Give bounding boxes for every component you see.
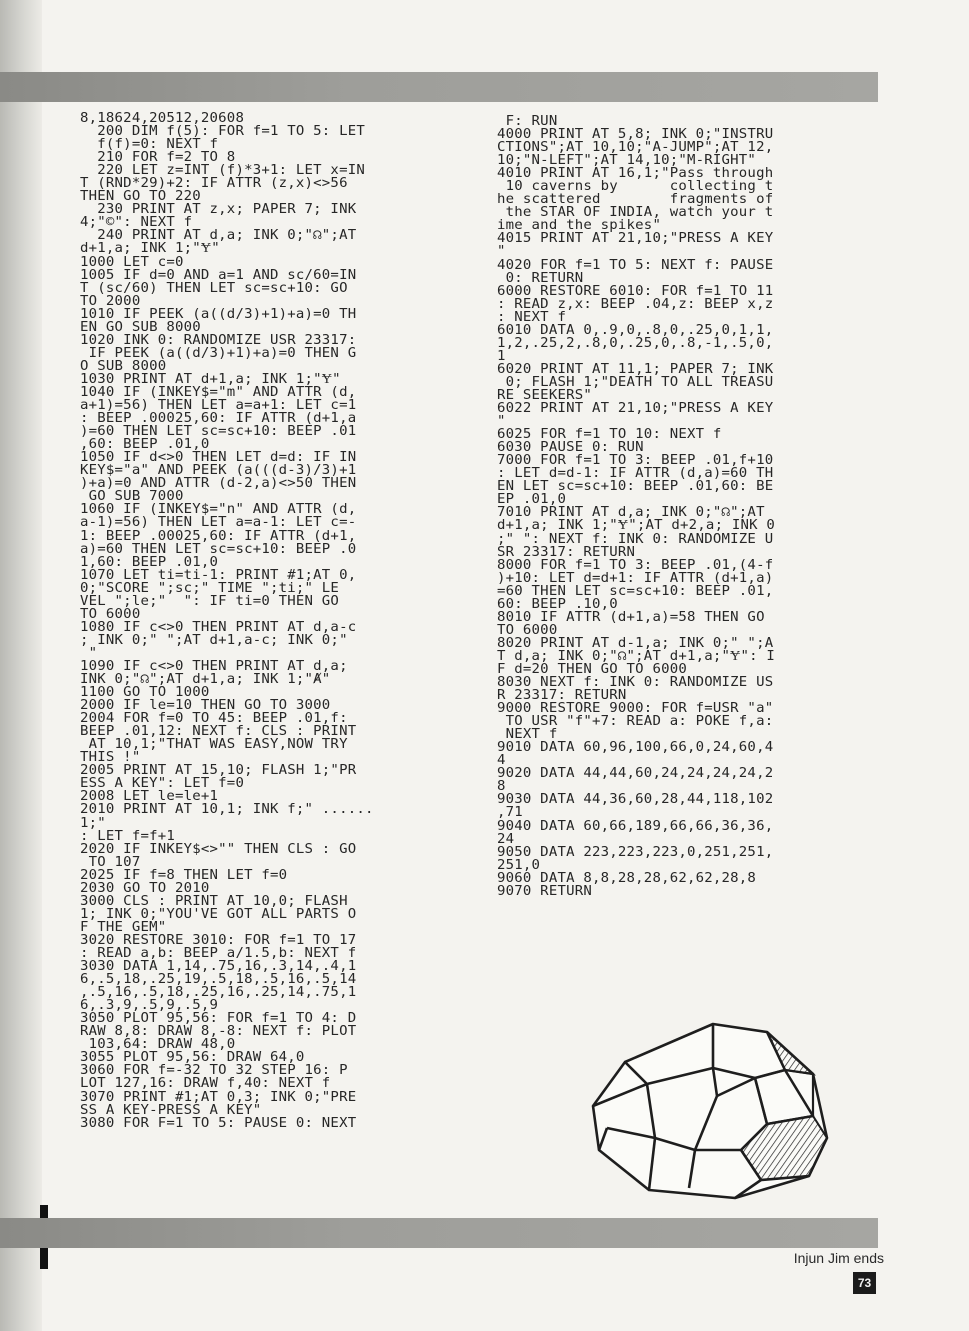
code-line: 6,.5,18,.25,19,.5,18,.5,16,.5,14 [80, 971, 357, 988]
code-line: ; INK 0;" ";AT d+1,a-c; INK 0;" [80, 631, 348, 648]
code-line: 8010 IF ATTR (d+1,a)=58 THEN GO [497, 608, 765, 625]
code-line: 1070 LET ti=ti-1: PRINT #1;AT 0, [80, 566, 357, 583]
code-line: 60: BEEP .10,0 [497, 595, 618, 612]
code-line: NEXT f [497, 726, 558, 743]
code-line: R 23317: RETURN [497, 687, 627, 704]
code-line: 9010 DATA 60,96,100,66,0,24,60,4 [497, 739, 774, 756]
code-line: 1005 IF d=0 AND a=1 AND sc/60=IN [80, 266, 357, 283]
code-line: 1020 INK 0: RANDOMIZE USR 23317: [80, 331, 357, 348]
code-line: CTIONS";AT 10,10;"A-JUMP";AT 12, [497, 139, 774, 156]
code-line: 8 [497, 778, 506, 795]
code-line: F d=20 THEN GO TO 6000 [497, 660, 687, 677]
code-line: 1060 IF (INKEY$="n" AND ATTR (d, [80, 501, 357, 518]
code-line: 3080 FOR F=1 TO 5: PAUSE 0: NEXT [80, 1114, 357, 1131]
code-line: 1040 IF (INKEY$="m" AND ATTR (d, [80, 383, 357, 400]
code-line: 220 LET z=INT (f)*3+1: LET x=IN [80, 162, 365, 179]
code-line: 8030 NEXT f: INK 0: RANDOMIZE US [497, 674, 774, 691]
code-line: ESS A KEY": LET f=0 [80, 775, 245, 792]
code-line: TO 2000 [80, 292, 141, 309]
listing-column-left [80, 112, 374, 1130]
code-line: ;" ": NEXT f: INK 0: RANDOMIZE U [497, 530, 774, 547]
code-line: INK 0;"☊";AT d+1,a; INK 1;"Ⱥ" [80, 671, 331, 688]
code-line: =60 THEN LET sc=sc+10: BEEP .01, [497, 582, 774, 599]
code-line: " [80, 644, 98, 661]
code-line: 1: BEEP .00025,60: IF ATTR (d+1, [80, 527, 357, 544]
code-line: a-1)=56) THEN LET a=a-1: LET c=- [80, 514, 357, 531]
code-line: F: RUN [497, 113, 558, 129]
code-line: 6030 PAUSE 0: RUN [497, 439, 644, 456]
code-line: EN LET sc=sc+10: BEEP .01,60: BE [497, 478, 774, 495]
code-line: T (RND*29)+2: IF ATTR (z,x)<>56 [80, 175, 348, 192]
code-line: TO USR "f"+7: READ a: POKE f,a: [497, 713, 774, 730]
code-line: the STAR OF INDIA, watch your t [497, 204, 774, 221]
footer-band [0, 1218, 878, 1248]
code-line: SR 23317: RETURN [497, 543, 636, 560]
code-line: 6020 PRINT AT 11,1; PAPER 7; INK [497, 360, 774, 377]
code-line: THEN GO TO 220 [80, 188, 201, 205]
code-line: TO 107 [80, 853, 141, 870]
code-line: 6025 FOR f=1 TO 10: NEXT f [497, 426, 722, 443]
code-line: RE SEEKERS" [497, 386, 593, 403]
code-line: 4010 PRINT AT 16,1;"Pass through [497, 165, 774, 182]
code-line: 4015 PRINT AT 21,10;"PRESS A KEY [497, 230, 774, 247]
code-line: EN GO SUB 8000 [80, 318, 201, 335]
code-line: 3060 FOR f=-32 TO 32 STEP 16: P [80, 1062, 348, 1079]
code-line: 1;" [80, 814, 106, 831]
code-line: )+10: LET d=d+1: IF ATTR (d+1,a) [497, 569, 774, 586]
code-line: 1,2,.25,2,.8,0,.25,0,.8,-1,.5,0, [497, 334, 774, 351]
code-line: : LET f=f+1 [80, 827, 176, 844]
code-line: 2008 LET le=le+1 [80, 788, 219, 805]
code-line: 4020 FOR f=1 TO 5: NEXT f: PAUSE [497, 256, 774, 273]
code-line: VEL ";le;" ": IF ti=0 THEN GO [80, 592, 340, 609]
code-line: d+1,a; INK 1;"Ɏ" [80, 240, 220, 257]
code-line: 230 PRINT AT z,x; PAPER 7; INK [80, 201, 357, 218]
code-line: IF PEEK (a((d/3)+1)+a)=0 THEN G [80, 344, 357, 361]
code-line: 4;"©": NEXT f [80, 214, 193, 231]
code-line: 0; FLASH 1;"DEATH TO ALL TREASU [497, 373, 774, 390]
code-line: 103,64: DRAW 48,0 [80, 1036, 236, 1053]
code-line: 10;"N-LEFT";AT 14,10;"M-RIGHT" [497, 152, 757, 169]
code-line: ime and the spikes" [497, 217, 662, 234]
code-line: 2005 PRINT AT 15,10; FLASH 1;"PR [80, 762, 357, 779]
page-number: 73 [853, 1272, 876, 1294]
code-line: 2004 FOR f=0 TO 45: BEEP .01,f: [80, 710, 348, 727]
code-line: O SUB 8000 [80, 357, 167, 374]
code-line: )+a)=0 AND ATTR (d-2,a)<>50 THEN [80, 475, 357, 492]
code-line: : NEXT f [497, 308, 567, 325]
code-line: 1050 IF d<>0 THEN LET d=d: IF IN [80, 449, 357, 466]
code-line: 6000 RESTORE 6010: FOR f=1 TO 11 [497, 282, 774, 299]
code-line: " [497, 243, 506, 260]
code-line: 10 caverns by collecting t [497, 178, 774, 195]
code-line: 1080 IF c<>0 THEN PRINT AT d,a-c [80, 618, 357, 635]
code-line: 8,18624,20512,20608 [80, 110, 245, 126]
code-line: F THE GEM" [80, 918, 167, 935]
code-line: 3020 RESTORE 3010: FOR f=1 TO 17 [80, 931, 357, 948]
code-line: 240 PRINT AT d,a; INK 0;"☊";AT [80, 227, 357, 244]
code-line: he scattered fragments of [497, 191, 774, 208]
code-line: ,.5,16,.5,18,.25,16,.25,14,.75,1 [80, 984, 357, 1001]
code-line: BEEP .01,12: NEXT f: CLS : PRINT [80, 723, 357, 740]
code-line: KEY$="a" AND PEEK (a(((d-3)/3)+1 [80, 462, 357, 479]
code-line: AT 10,1;"THAT WAS EASY,NOW TRY [80, 736, 348, 753]
code-line: 3055 PLOT 95,56: DRAW 64,0 [80, 1049, 305, 1066]
code-line: 9020 DATA 44,44,60,24,24,24,24,2 [497, 765, 774, 782]
code-line: 3000 CLS : PRINT AT 10,0; FLASH [80, 892, 348, 909]
code-line: )=60 THEN LET sc=sc+10: BEEP .01 [80, 423, 357, 440]
code-line: 3070 PRINT #1;AT 0,3; INK 0;"PRE [80, 1088, 357, 1105]
code-line: 1090 IF c<>0 THEN PRINT AT d,a; [80, 657, 348, 674]
code-line: 6022 PRINT AT 21,10;"PRESS A KEY [497, 400, 774, 417]
code-line: LOT 127,16: DRAW f,40: NEXT f [80, 1075, 331, 1092]
code-line: 1; INK 0;"YOU'VE GOT ALL PARTS O [80, 905, 357, 922]
code-line: a+1)=56) THEN LET a=a+1: LET c=1 [80, 397, 357, 414]
code-line: 210 FOR f=2 TO 8 [80, 149, 236, 166]
listing-column-right [497, 115, 775, 898]
code-line: EP .01,0 [497, 491, 567, 508]
code-line: 9060 DATA 8,8,28,28,62,62,28,8 [497, 869, 757, 886]
header-band [0, 72, 878, 102]
code-line: a)=60 THEN LET sc=sc+10: BEEP .0 [80, 540, 357, 557]
code-line: 4000 PRINT AT 5,8; INK 0;"INSTRU [497, 126, 774, 143]
code-line: " [497, 413, 506, 430]
code-line: 2030 GO TO 2010 [80, 879, 210, 896]
code-line: 1000 LET c=0 [80, 253, 184, 270]
code-line: 251,0 [497, 856, 541, 873]
code-line: SS A KEY-PRESS A KEY" [80, 1101, 262, 1118]
code-line: 3030 DATA 1,14,.75,16,.3,14,.4,1 [80, 958, 357, 975]
code-line: d+1,a; INK 1;"Ɏ";AT d+2,a; INK 0 [497, 517, 776, 534]
code-line: 4 [497, 752, 506, 769]
code-line: 9050 DATA 223,223,223,0,251,251, [497, 843, 774, 860]
book-spine-shadow [0, 0, 42, 1331]
code-line: 6,.3,9,.5,9,.5,9 [80, 997, 219, 1014]
code-line: 3050 PLOT 95,56: FOR f=1 TO 4: D [80, 1010, 357, 1027]
code-line: RAW 8,8: DRAW 8,-8: NEXT f: PLOT [80, 1023, 357, 1040]
code-line: TO 6000 [497, 621, 558, 638]
code-line: ,71 [497, 804, 523, 821]
chapter-caption: Injun Jim ends [793, 1250, 884, 1266]
code-line: 1100 GO TO 1000 [80, 684, 210, 701]
code-line: 1030 PRINT AT d+1,a; INK 1;"Ɏ" [80, 370, 341, 387]
code-line: 200 DIM f(5): FOR f=1 TO 5: LET [80, 123, 365, 140]
code-line: 6010 DATA 0,.9,0,.8,0,.25,0,1,1, [497, 321, 774, 338]
code-line: 7010 PRINT AT d,a; INK 0;"☊";AT [497, 504, 765, 521]
code-line: 24 [497, 830, 515, 847]
code-line: 9070 RETURN [497, 882, 593, 899]
code-line: : LET d=d-1: IF ATTR (d,a)=60 TH [497, 465, 774, 482]
code-line: 1010 IF PEEK (a((d/3)+1)+a)=0 TH [80, 305, 357, 322]
code-line: 0;"SCORE ";sc;" TIME ";ti;" LE [80, 579, 340, 596]
code-line: 2010 PRINT AT 10,1; INK f;" ...... [80, 801, 374, 818]
code-line: 2020 IF INKEY$<>"" THEN CLS : GO [80, 840, 357, 857]
code-line: T (sc/60) THEN LET sc=sc+10: GO [80, 279, 348, 296]
code-line: 9040 DATA 60,66,189,66,66,36,36, [497, 817, 774, 834]
code-line: 7000 FOR f=1 TO 3: BEEP .01,f+10 [497, 452, 774, 469]
code-line: : BEEP .00025,60: IF ATTR (d+1,a [80, 410, 357, 427]
code-line: THIS !" [80, 749, 141, 766]
code-line: 0: RETURN [497, 269, 584, 286]
code-line: TO 6000 [80, 605, 141, 622]
code-line: 8020 PRINT AT d-1,a; INK 0;" ";A [497, 634, 774, 651]
code-line: 1,60: BEEP .01,0 [80, 553, 219, 570]
code-line: ,60: BEEP .01,0 [80, 436, 210, 453]
code-line: 2000 IF le=10 THEN GO TO 3000 [80, 697, 331, 714]
code-line: 1 [497, 347, 506, 364]
code-line: f(f)=0: NEXT f [80, 136, 219, 153]
code-line: T d,a; INK 0;"☊";AT d+1,a;"Ɏ": I [497, 647, 776, 664]
faceted-gem-drawing-icon [585, 1020, 835, 1200]
code-line: 9030 DATA 44,36,60,28,44,118,102 [497, 791, 774, 808]
code-line: : READ z,x: BEEP .04,z: BEEP x,z [497, 295, 774, 312]
code-line: 9000 RESTORE 9000: FOR f=USR "a" [497, 700, 774, 717]
code-line: 8000 FOR f=1 TO 3: BEEP .01,(4-f [497, 556, 774, 573]
code-line: 2025 IF f=8 THEN LET f=0 [80, 866, 288, 883]
code-line: : READ a,b: BEEP a/1.5,b: NEXT f [80, 945, 357, 961]
code-line: GO SUB 7000 [80, 488, 184, 505]
